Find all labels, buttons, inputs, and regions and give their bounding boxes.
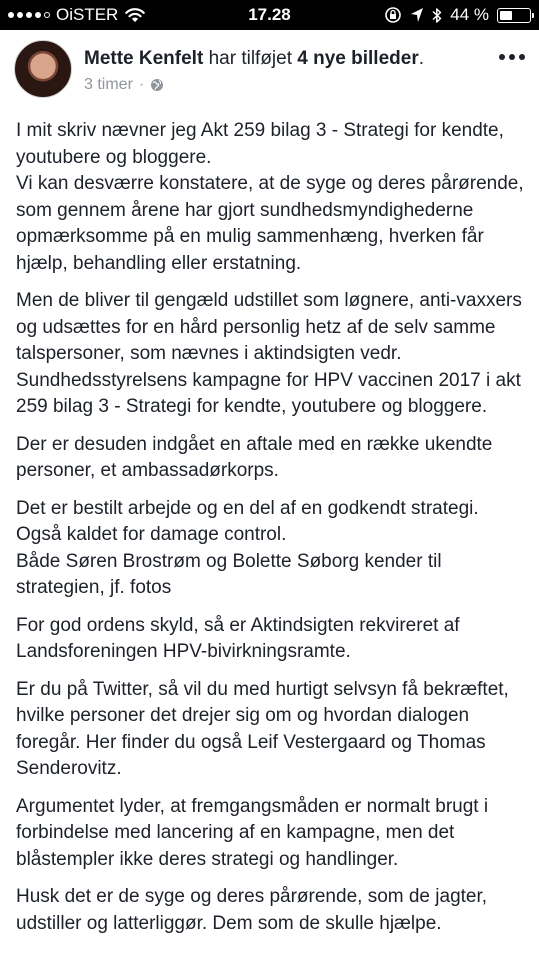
post-header [14, 40, 525, 102]
battery-fill [500, 11, 512, 20]
status-bar [0, 0, 539, 30]
post-paragraph: I mit skriv nævner jeg Akt 259 bilag 3 - Strategi for kendte, youtubere og bloggere. Vi kan desværre konstatere, at de syge og deres pårørende, som gennem årene har gjort sundhedsmyndighederne opmærksomme på en mulig sammenhæng, hverken får hjælp, behandling eller erstatning. [16, 120, 524, 274]
battery-icon [497, 8, 531, 23]
meta-separator: · [138, 76, 145, 93]
post-body [16, 118, 526, 948]
photos-link[interactable]: 4 nye billeder [297, 48, 419, 69]
post-paragraph: Der er desuden indgået en aftale med en række ukendte personer, et ambassadørkorps. [16, 433, 493, 481]
status-time: 17.28 [248, 5, 291, 24]
orientation-lock-icon [384, 6, 402, 24]
avatar[interactable] [14, 40, 72, 98]
bluetooth-icon [432, 7, 442, 24]
post-paragraph: Husk det er de syge og deres pårørende, som de jagter, udstiller og latterliggør. Dem som de skulle hjælpe. [16, 886, 488, 934]
battery-percent: 44 % [450, 5, 489, 24]
post-paragraph: For god ordens skyld, så er Aktindsigten rekvireret af Landsforeningen HPV-bivirkningsramte. [16, 614, 460, 662]
more-options-icon[interactable] [499, 54, 525, 60]
post-meta [84, 76, 164, 94]
post-headline [84, 48, 424, 70]
public-globe-icon [150, 78, 164, 92]
location-icon [410, 7, 424, 23]
status-left [8, 5, 146, 25]
action-end: . [418, 48, 425, 69]
author-name[interactable]: Mette Kenfelt [84, 48, 204, 69]
action-text: har tilføjet [203, 48, 298, 69]
post-paragraph: Argumentet lyder, at fremgangsmåden er normalt brugt i forbindelse med lancering af en kampagne, men det blåstempler ikke deres strategi og handlinger. [16, 795, 489, 870]
wifi-icon [124, 7, 146, 23]
post-paragraph: Men de bliver til gengæld udstillet som løgnere, anti-vaxxers og udsættes for en hård personlig hetz af de selv samme talspersoner, som nævnes i aktindsigten vedr. Sundhedsstyrelsens kampagne for HPV vaccinen 2017 i akt 259 bilag 3 - Strategi for kendte, youtubere og bloggere. [16, 290, 522, 417]
post-time[interactable]: 3 timer [84, 76, 133, 93]
signal-strength-icon [8, 12, 50, 18]
carrier-name: OiSTER [56, 5, 119, 24]
post-paragraph: Er du på Twitter, så vil du med hurtigt selvsyn få bekræftet, hvilke personer det drejer sig om og hvordan dialogen foregår. Her finder du også Leif Vestergaard og Thomas Senderovitz. [16, 678, 509, 779]
post-paragraph: Det er bestilt arbejde og en del af en godkendt strategi. Også kaldet for damage control. Både Søren Brostrøm og Bolette Søborg kender til strategien, jf. fotos [16, 497, 479, 598]
status-right [384, 5, 531, 25]
